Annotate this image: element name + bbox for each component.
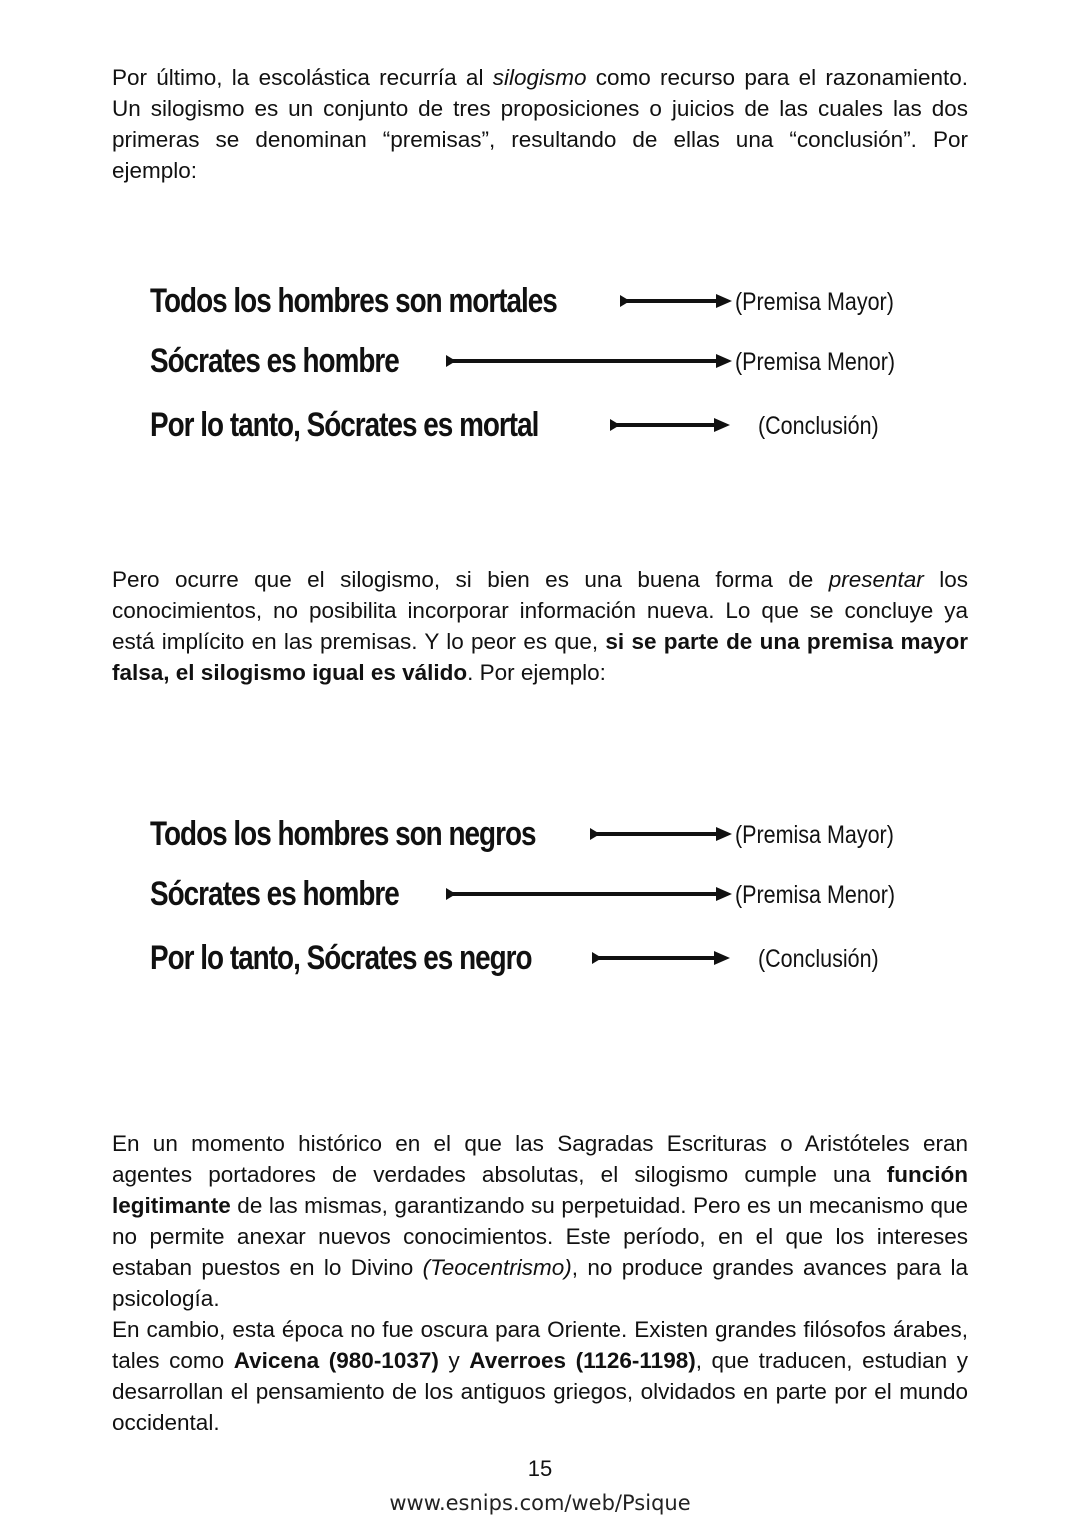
statement: Por lo tanto, Sócrates es mortal xyxy=(150,406,539,444)
east-text-2: y xyxy=(438,1348,470,1373)
intro-text-1: Por último, la escolástica recurría al xyxy=(112,65,493,90)
syllogism2-premise-minor xyxy=(150,873,950,933)
label: (Premisa Mayor) xyxy=(735,288,894,316)
label: (Premisa Menor) xyxy=(735,881,896,909)
closing-text-2: de las mismas, garantizando su perpetuidad. Pero es un mecanismo que no permite anexar nuevos conocimientos. Este período, en el que los intereses estaban puestos en lo Divino xyxy=(112,1193,968,1280)
statement: Sócrates es hombre xyxy=(150,875,399,913)
arrow-icon xyxy=(594,956,716,960)
closing-italic: (Teocentrismo) xyxy=(422,1255,572,1280)
statement: Todos los hombres son mortales xyxy=(150,282,557,320)
middle-text-2: los conocimientos, no posibilita incorporar información nueva. Lo que se concluye ya está implícito en las premisas. Y lo peor es que, xyxy=(112,567,968,654)
arrow-icon xyxy=(448,359,718,363)
label: (Premisa Menor) xyxy=(735,348,896,376)
footer-url: www.esnips.com/web/Psique xyxy=(389,1491,691,1515)
arrow-icon xyxy=(448,892,718,896)
syllogism1-conclusion xyxy=(150,404,950,464)
label: (Conclusión) xyxy=(758,412,879,440)
syllogism2-conclusion xyxy=(150,937,950,997)
closing-text-1: En un momento histórico en el que las Sagradas Escrituras o Aristóteles eran agentes portadores de verdades absolutas, el silogismo cumple una xyxy=(112,1131,968,1187)
syllogism2-premise-major xyxy=(150,813,950,873)
closing-bold: función legitimante xyxy=(112,1162,968,1218)
arrow-icon xyxy=(622,299,718,303)
intro-italic: silogismo xyxy=(492,65,587,90)
middle-text-3: . Por ejemplo: xyxy=(467,660,606,685)
middle-text-1: Pero ocurre que el silogismo, si bien es una buena forma de xyxy=(112,567,829,592)
east-text-3: , que traducen, estudian y desarrollan el pensamiento de los antiguos griegos, olvidados en parte por el mundo occidental. xyxy=(112,1348,968,1435)
averroes-bold: Averroes (1126-1198) xyxy=(469,1348,696,1373)
arrow-icon xyxy=(612,423,716,427)
label: (Premisa Mayor) xyxy=(735,821,894,849)
east-paragraph xyxy=(112,1314,968,1438)
intro-paragraph xyxy=(112,62,968,186)
east-text-1: En cambio, esta época no fue oscura para Oriente. Existen grandes filósofos árabes, tales como xyxy=(112,1317,968,1373)
avicena-bold: Avicena (980-1037) xyxy=(233,1348,439,1373)
middle-paragraph xyxy=(112,564,968,688)
arrow-icon xyxy=(592,832,718,836)
syllogism1-premise-minor xyxy=(150,340,950,400)
middle-bold: si se parte de una premisa mayor falsa, el silogismo igual es válido xyxy=(112,629,968,685)
closing-paragraph xyxy=(112,1128,968,1314)
label: (Conclusión) xyxy=(758,945,879,973)
statement: Todos los hombres son negros xyxy=(150,815,536,853)
intro-text-2: como recurso para el razonamiento. Un silogismo es un conjunto de tres proposiciones o juicios de las cuales las dos primeras se denominan “premisas”, resultando de ellas una “conclusión”. Por ejemplo: xyxy=(112,65,968,183)
middle-italic: presentar xyxy=(828,567,924,592)
closing-text-3: , no produce grandes avances para la psicología. xyxy=(112,1255,968,1311)
statement: Por lo tanto, Sócrates es negro xyxy=(150,939,532,977)
statement: Sócrates es hombre xyxy=(150,342,399,380)
syllogism1-premise-major xyxy=(150,280,950,340)
page-number: 15 xyxy=(527,1456,553,1481)
